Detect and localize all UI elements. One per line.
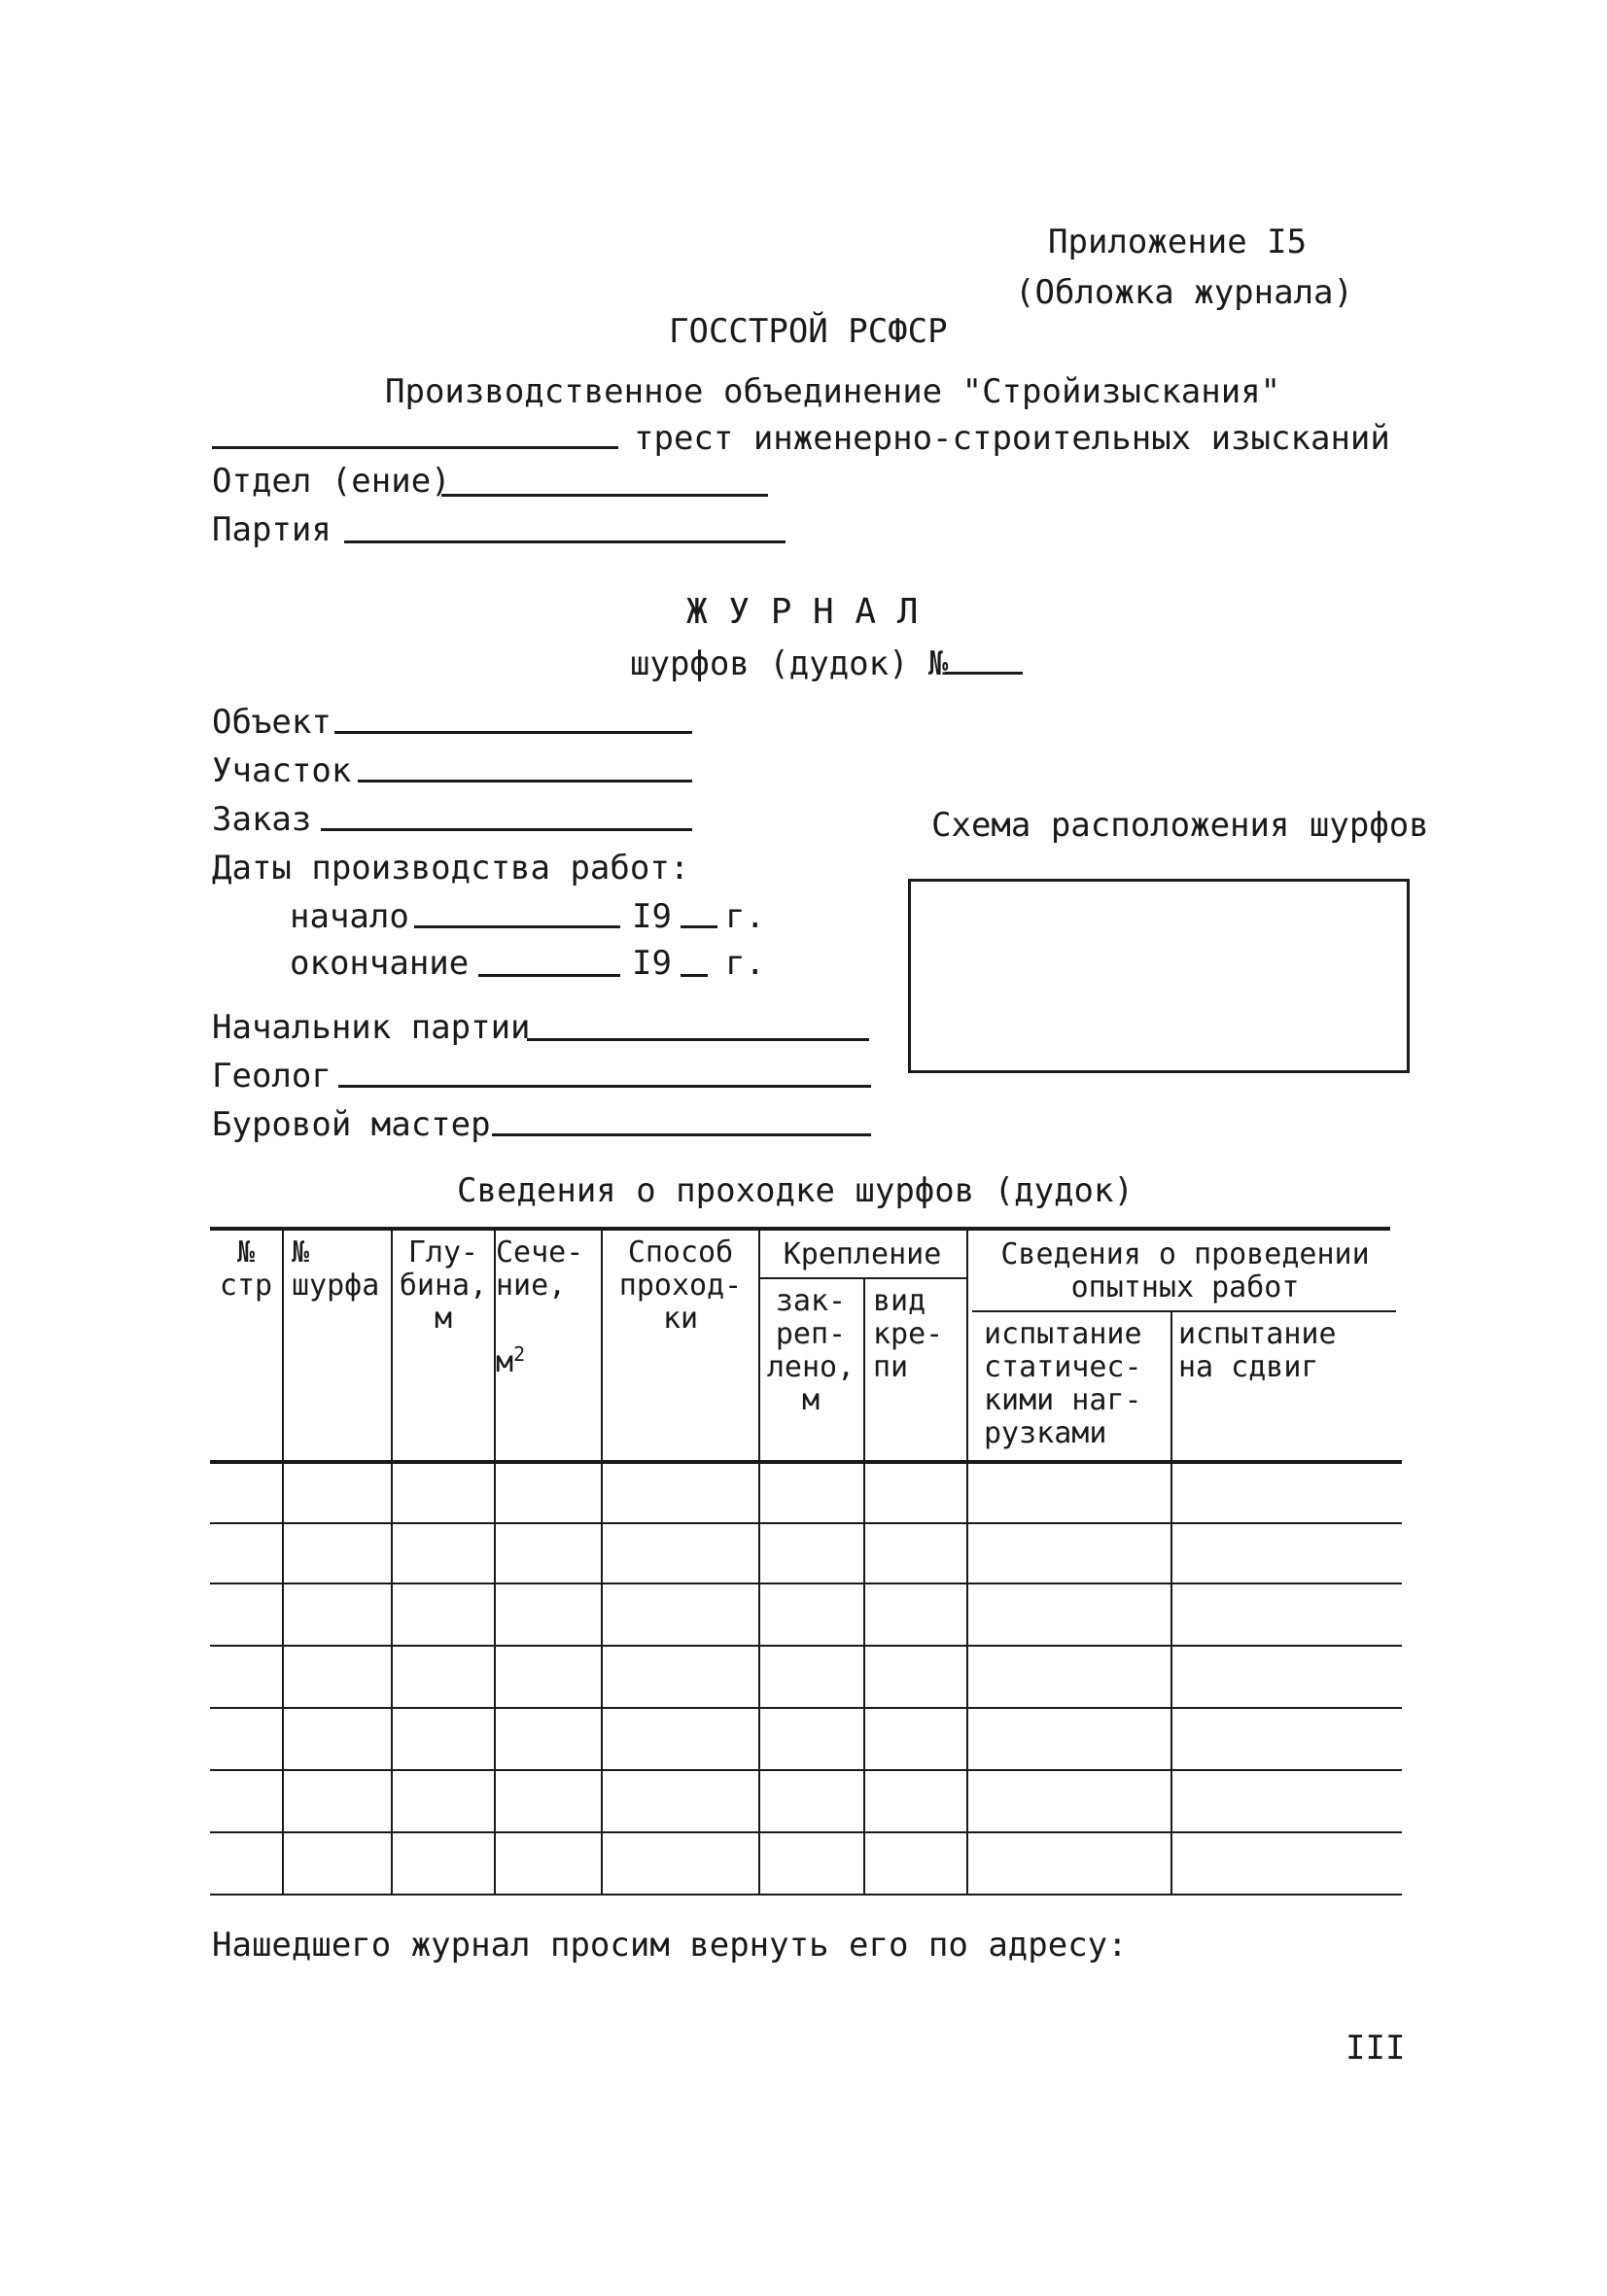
- col-tests-header: Сведения о проведении опытных работ: [1000, 1237, 1370, 1305]
- party-chief-label: Начальник партии: [212, 1008, 531, 1047]
- ministry-title: ГОССТРОЙ РСФСР: [669, 312, 948, 351]
- start-year-suffix: г.: [725, 897, 765, 936]
- header-bottom-border: [210, 1460, 1402, 1464]
- col-section-header: Сече- ние,: [496, 1235, 584, 1303]
- table-row-line: [210, 1707, 1402, 1709]
- drill-master-label: Буровой мастер: [212, 1105, 491, 1144]
- col-divider-support: [966, 1227, 968, 1894]
- schema-label: Схема расположения шурфов: [931, 806, 1429, 845]
- table-row-line: [210, 1769, 1402, 1771]
- col-section-unit: $м^2$: [496, 1342, 526, 1379]
- start-year-blank[interactable]: [681, 925, 717, 928]
- col-divider-static: [1170, 1310, 1172, 1894]
- table-top-border: [210, 1227, 1390, 1231]
- geologist-blank[interactable]: [338, 1085, 871, 1088]
- schema-box[interactable]: [908, 879, 1410, 1073]
- party-blank[interactable]: [344, 540, 786, 543]
- trust-label: трест инженерно-строительных изысканий: [634, 419, 1390, 458]
- tests-subheader-line: [972, 1310, 1396, 1312]
- end-date-blank[interactable]: [478, 974, 620, 977]
- col-support-header: Крепление: [783, 1237, 942, 1271]
- end-year-blank[interactable]: [681, 974, 708, 977]
- journal-subtitle: шурфов (дудок) №: [630, 644, 949, 683]
- table-caption: Сведения о проходке шурфов (дудок): [457, 1171, 1134, 1210]
- table-bottom-border: [210, 1894, 1402, 1896]
- col-divider-depth: [494, 1227, 496, 1894]
- object-blank[interactable]: [334, 731, 692, 734]
- start-year-prefix: I9: [632, 897, 672, 936]
- table-row-line: [210, 1522, 1402, 1524]
- party-label: Партия: [212, 510, 332, 549]
- appendix-note: (Обложка журнала): [1015, 273, 1353, 312]
- department-label: Отдел (ение): [212, 462, 451, 501]
- support-subheader-line: [758, 1277, 966, 1279]
- col-divider-fixed: [863, 1277, 865, 1894]
- dates-label: Даты производства работ:: [212, 849, 690, 887]
- journal-title: Ж У Р Н А Л: [686, 592, 919, 632]
- col-depth-header: Глу- бина, м: [399, 1235, 488, 1336]
- order-label: Заказ: [212, 800, 312, 839]
- col-fixed-header: зак- реп- лено, м: [766, 1284, 856, 1417]
- table-row-line: [210, 1645, 1402, 1647]
- end-year-prefix: I9: [632, 944, 672, 983]
- section-label: Участок: [212, 751, 352, 790]
- col-method-header: Способ проход- ки: [618, 1235, 743, 1336]
- appendix-label: Приложение I5: [1048, 223, 1308, 261]
- table-row-line: [210, 1831, 1402, 1833]
- department-blank[interactable]: [441, 494, 768, 497]
- end-year-suffix: г.: [725, 944, 765, 983]
- col-support-type-header: вид кре- пи: [873, 1284, 944, 1384]
- section-blank[interactable]: [358, 780, 692, 783]
- start-label: начало: [290, 897, 409, 936]
- col-static-header: испытание статичес- кими наг- рузками: [984, 1317, 1142, 1450]
- geologist-label: Геолог: [212, 1057, 332, 1096]
- drill-master-blank[interactable]: [492, 1133, 871, 1136]
- journal-number-blank[interactable]: [945, 672, 1023, 675]
- party-chief-blank[interactable]: [527, 1038, 869, 1041]
- end-label: окончание: [290, 944, 470, 983]
- col-page-header: № стр: [219, 1235, 273, 1303]
- start-date-blank[interactable]: [414, 925, 620, 928]
- col-shear-header: испытание на сдвиг: [1178, 1317, 1337, 1384]
- col-divider-page: [282, 1227, 284, 1894]
- association-title: Производственное объединение "Стройизыскания": [385, 372, 1281, 411]
- col-pit-header: № шурфа: [292, 1235, 380, 1303]
- object-label: Объект: [212, 703, 332, 742]
- order-blank[interactable]: [321, 828, 692, 831]
- table-row-line: [210, 1583, 1402, 1584]
- return-notice: Нашедшего журнал просим вернуть его по адресу:: [212, 1926, 1128, 1965]
- page-number: III: [1345, 2029, 1406, 2068]
- trust-name-blank[interactable]: [212, 446, 618, 449]
